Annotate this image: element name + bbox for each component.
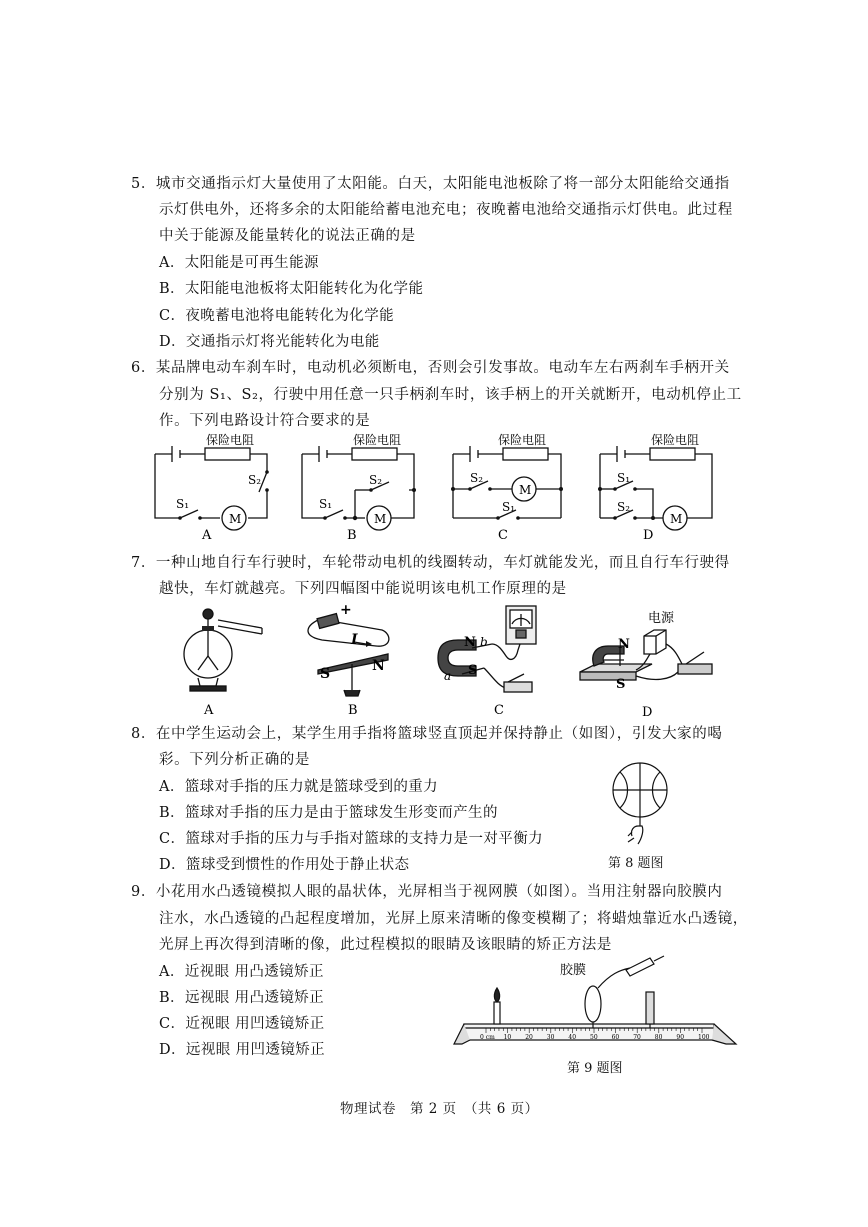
q8-stem-line2: 彩。下列分析正确的是 [159,752,310,768]
q8-option-b: B．篮球对手指的压力是由于篮球发生形变而产生的 [159,805,498,821]
option-letter: B [347,528,357,543]
q9-option-d: D．远视眼 用凹透镜矫正 [159,1042,326,1058]
basketball-figure [608,760,678,850]
switch-s1-label: S₁ [176,497,190,511]
q5-stem-line2: 示灯供电外，还将多余的太阳能给蓄电池充电；夜晚蓄电池给交通指示灯供电。此过程 [159,202,733,218]
resistor-label: 保险电阻 [498,433,547,447]
power-source-label: 电源 [648,611,675,626]
scale-label: 20 [525,1034,533,1041]
switch-s2-label: S₂ [369,473,383,487]
option-letter: C [498,528,508,543]
scale-label: 40 [568,1034,577,1041]
plus-terminal-label: + [340,602,352,618]
switch-s1-label: S₁ [617,471,631,485]
scale-label: 80 [654,1034,663,1041]
q5-option-a: A．太阳能是可再生能源 [159,255,319,271]
south-pole-label: S [320,666,331,682]
q5-option-b: B．太阳能电池板将太阳能转化为化学能 [159,281,424,297]
q6-stem-line1: 6．某品牌电动车刹车时，电动机必须断电，否则会引发事故。电动车左右两刹车手柄开关 [131,360,730,376]
q9-figure-caption: 第 9 题图 [567,1061,623,1076]
option-letter: A [204,703,214,718]
switch-s2-label: S₂ [248,473,262,487]
q6-stem-line3: 作。下列电路设计符合要求的是 [159,413,371,429]
motor-label: M [519,483,532,497]
optical-bench-figure [450,944,740,1062]
q9-stem-line1: 9．小花用水凸透镜模拟人眼的晶状体，光屏相当于视网膜（如图）。当用注射器向胶膜内 [131,884,723,900]
scale-label: 50 [590,1034,598,1041]
resistor-label: 保险电阻 [651,433,700,447]
wire-end-b-label: b [480,635,488,649]
q9-option-c: C．近视眼 用凹透镜矫正 [159,1016,325,1032]
q9-option-a: A．近视眼 用凸透镜矫正 [159,964,324,980]
motor-label: M [229,512,242,526]
oersted-figure [296,602,406,718]
scale-label: 30 [546,1034,555,1041]
scale-label: 90 [676,1034,685,1041]
q9-stem-line2: 注水，水凸透镜的凸起程度增加，光屏上原来清晰的像变模糊了；将蜡烛靠近水凸透镜， [159,911,748,927]
motor-label: M [374,512,387,526]
wire-end-a-label: a [444,669,452,683]
south-pole-label: S [468,663,478,678]
option-letter: B [348,703,358,718]
q9-option-b: B．远视眼 用凸透镜矫正 [159,990,325,1006]
q8-option-a: A．篮球对手指的压力就是篮球受到的重力 [159,779,439,795]
electromagnetic-induction-figure [432,600,552,718]
q5-stem-line1: 5．城市交通指示灯大量使用了太阳能。白天，太阳能电池板除了将一部分太阳能给交通指 [131,176,730,192]
north-pole-label: N [464,635,476,650]
electroscope-figure [180,606,270,718]
membrane-label: 胶膜 [560,963,587,978]
q5-option-d: D．交通指示灯将光能转化为电能 [159,334,380,350]
circuit-a-diagram [150,432,275,542]
switch-s2-label: S₂ [617,500,631,514]
circuit-c-diagram [448,432,573,542]
q6-stem-line2: 分别为 S₁、S₂，行驶中用任意一只手柄刹车时，该手柄上的开关就断开，电动机停止工 [159,387,742,403]
option-letter: C [494,703,504,718]
current-label: I [351,632,358,648]
q8-option-d: D．篮球受到惯性的作用处于静止状态 [159,857,410,873]
q8-figure-caption: 第 8 题图 [608,856,664,871]
q5-option-c: C．夜晚蓄电池将电能转化为化学能 [159,308,394,324]
option-letter: D [642,705,653,720]
resistor-label: 保险电阻 [206,433,255,447]
scale-label: 100 [698,1034,710,1041]
north-pole-label: N [372,658,385,674]
switch-s1-label: S₁ [319,497,333,511]
q7-stem-line2: 越快，车灯就越亮。下列四幅图中能说明该电机工作原理的是 [159,581,567,597]
resistor-label: 保险电阻 [353,433,402,447]
q9-stem-line3: 光屏上再次得到清晰的像，此过程模拟的眼睛及该眼睛的矫正方法是 [159,937,612,953]
motor-principle-figure [574,604,724,718]
q5-stem-line3: 中关于能源及能量转化的说法正确的是 [159,228,416,244]
circuit-b-diagram [297,432,422,542]
scale-label: 0 cm [480,1034,495,1041]
south-pole-label: S [616,677,626,692]
switch-s2-label: S₂ [470,471,484,485]
switch-s1-label: S₁ [502,500,516,514]
option-letter: A [202,528,212,543]
scale-label: 10 [503,1034,512,1041]
north-pole-label: N [618,637,630,652]
scale-label: 70 [633,1034,641,1041]
circuit-d-diagram [595,432,720,542]
page-footer: 物理试卷 第 2 页 （共 6 页） [340,1101,539,1117]
scale-label: 60 [611,1034,620,1041]
q8-stem-line1: 8．在中学生运动会上，某学生用手指将篮球竖直顶起并保持静止（如图），引发大家的喝 [131,726,723,742]
q7-stem-line1: 7．一种山地自行车行驶时，车轮带动电机的线圈转动，车灯就能发光，而且自行车行驶得 [131,555,730,571]
option-letter: D [643,528,654,543]
q8-option-c: C．篮球对手指的压力与手指对篮球的支持力是一对平衡力 [159,831,543,847]
motor-label: M [670,512,683,526]
